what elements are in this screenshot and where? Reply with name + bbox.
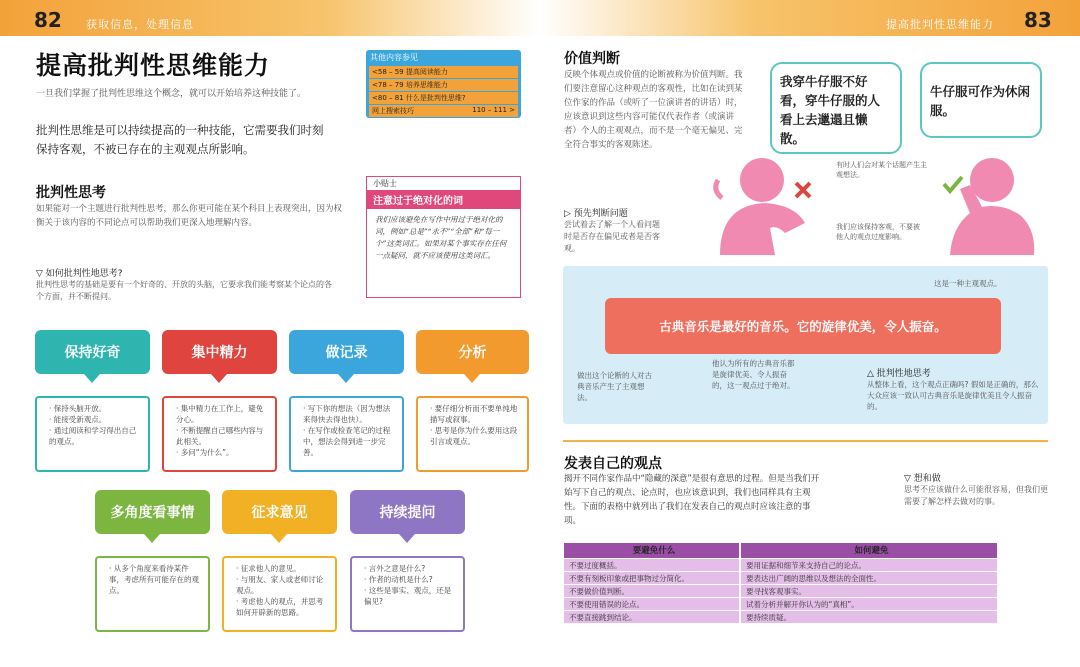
table-cell: 不要有刻板印象或把事物过分简化。	[564, 572, 739, 584]
crossref-item[interactable]: <80 – 81 什么是批判性思维?	[369, 92, 518, 104]
note-objective: 我们应该保持客观，不要被他人的观点过度影响。	[836, 223, 920, 241]
section-divider	[563, 440, 1048, 442]
crossref-footer-pages: 110 – 111 >	[472, 106, 515, 114]
table-cell: 不要使用错误的论点。	[564, 598, 739, 610]
value-heading: 价值判断	[564, 51, 620, 67]
skill-card-advice: · 征求他人的意见。 · 与朋友、家人或老师讨论观点。 · 考虑他人的观点，并思考如何开辟新的思路。	[222, 556, 337, 632]
table-cell: 不要过度概括。	[564, 559, 739, 571]
crossref-item[interactable]: <58 – 59 提高阅读能力	[369, 66, 518, 78]
table-cell: 要表达出广阔的思维以及想法的全面性。	[739, 572, 997, 584]
value-text: 反映个体观点或价值的论断被称为价值判断。我们要注意留心这种观点的客观性，比如在读到某位作家的作品（或听了一位演讲者的讲话）时，应该意识到这些内容可能仅代表作者（或演讲者）个人的主观观点，而不是一个毫无偏见、完全符合事实的客观陈述。	[564, 70, 743, 150]
skill-arrow	[211, 374, 227, 383]
express-heading: 发表自己的观点	[564, 456, 662, 472]
avoid-table	[564, 543, 997, 624]
speech-bubble-right	[920, 62, 1042, 138]
example-statement-box	[605, 298, 1001, 354]
table-header	[564, 543, 997, 559]
table-row	[564, 572, 997, 585]
right-running-head: 提高批判性思维能力	[886, 18, 994, 31]
example-note-mid: 他认为所有的古典音乐都是旋律优美、令人振奋的，这一观点过于绝对。	[712, 359, 795, 390]
table-row	[564, 559, 997, 572]
skill-arrow	[84, 374, 100, 383]
example-ct-heading: △ 批判性地思考	[867, 369, 931, 379]
section-heading: 批判性思考	[36, 185, 106, 201]
tip-text: 我们应该避免在写作中用过于绝对化的词，例如“总是”“永不”“全部”和“每一个”这类词汇。如果对某个事实存在任何一点疑问，就不应该使用这类词汇。	[375, 215, 507, 260]
table-cell: 试着分析并解开你认为的“真相”。	[739, 598, 997, 610]
skill-card-questioning: · 言外之意是什么? · 作者的动机是什么? · 这些是事实、观点，还是偏见?	[350, 556, 465, 632]
skill-card-notes: · 写下你的想法（因为想法来得快去得也快）。 · 在写作或检查笔记的过程中，想法会得到进一步完善。	[289, 396, 404, 472]
right-page-number: 83	[1024, 8, 1052, 32]
skill-arrow	[464, 374, 480, 383]
tip-heading: 注意过于绝对化的词	[367, 190, 520, 209]
table-cell: 要寻找客观事实。	[739, 585, 997, 597]
left-page-number: 82	[34, 8, 62, 32]
table-cell: 要持续质疑。	[739, 611, 997, 623]
table-cell: 要用证据和细节来支持自己的论点。	[739, 559, 997, 571]
speech-bubble-left	[770, 62, 902, 154]
crossref-footer[interactable]	[369, 105, 518, 117]
table-row	[564, 598, 997, 611]
crossref-box	[366, 50, 521, 118]
skill-arrow	[271, 534, 287, 543]
left-running-head: 获取信息，处理信息	[86, 18, 194, 31]
skill-box-focus: 集中精力	[162, 330, 277, 374]
how-text: 批判性思考的基础是要有一个好奇的、开放的头脑，它要求我们能考察某个论点的各个方面，并不断提问。	[36, 280, 332, 301]
skill-arrow	[399, 534, 415, 543]
intro-text: 批判性思维是可以持续提高的一种技能，它需要我们时刻保持客观，不被已存在的主观观点所影响。	[36, 123, 324, 156]
page-title: 提高批判性思维能力	[36, 51, 271, 80]
example-label-top: 这是一种主观观点。	[934, 279, 1002, 288]
skill-box-analyze: 分析	[416, 330, 529, 374]
table-header-col2: 如何避免	[739, 543, 997, 558]
think-text: 思考不应该做什么可能很容易，但我们更需要了解怎样去做对的事。	[904, 485, 1048, 506]
think-heading: ▽ 想和做	[904, 474, 941, 484]
crossref-heading: 其他内容参见	[370, 53, 418, 62]
skill-card-perspectives: · 从多个角度来看待某件事，考虑所有可能存在的观点。	[95, 556, 210, 632]
left-header-bar	[0, 0, 540, 36]
crossref-item[interactable]: <78 – 79 培养思维能力	[369, 79, 518, 91]
prejudge-heading: ▷ 预先判断问题	[564, 209, 628, 219]
tip-box	[366, 176, 521, 298]
skill-box-notes: 做记录	[289, 330, 404, 374]
table-row	[564, 585, 997, 598]
example-statement: 古典音乐是最好的音乐。它的旋律优美，令人振奋。	[659, 319, 947, 334]
intro-small: 一旦我们掌握了批判性思维这个概念，就可以开始培养这种技能了。	[36, 89, 307, 99]
crossref-footer-label: 网上搜索技巧	[372, 107, 414, 115]
cross-icon	[796, 183, 810, 197]
skill-box-advice: 征求意见	[222, 490, 337, 534]
bubble-left-text: 我穿牛仔服不好看，穿牛仔服的人看上去邋遢且懒散。	[780, 74, 881, 146]
right-header-bar	[540, 0, 1080, 36]
table-cell: 不要直接跳到结论。	[564, 611, 739, 623]
express-text: 揭开不同作家作品中“隐藏的深意”是很有意思的过程。但是当我们开始写下自己的观点、论点时，也应该意识到，我们也同样具有主观性。下面的表格中就列出了我们在发表自己的观点时应该注意的事项。	[564, 474, 820, 526]
skill-box-curious: 保持好奇	[35, 330, 150, 374]
skill-box-questioning: 持续提问	[350, 490, 465, 534]
person-right	[950, 158, 1034, 255]
person-left	[716, 158, 805, 255]
check-icon	[944, 177, 962, 191]
bubble-right-text: 牛仔服可作为休闲服。	[930, 84, 1031, 118]
skill-card-focus: · 集中精力在工作上，避免分心。 · 不断提醒自己哪些内容与此相关。 · 多问“为什么”。	[162, 396, 277, 472]
note-subjective: 有时人们会对某个话题产生主观想法。	[836, 161, 927, 179]
skill-arrow	[144, 534, 160, 543]
how-heading: ▽ 如何批判性地思考?	[36, 269, 123, 279]
skill-card-analyze: · 要仔细分析而不要单纯地描写或叙事。 · 思考是你为什么要用这段引言或观点。	[416, 396, 529, 472]
section-text: 如果能对一个主题进行批判性思考，那么你更可能在某个科目上表现突出，因为权衡关于该内容的不同论点可以帮助我们更深入地理解内容。	[36, 204, 343, 228]
table-row	[564, 611, 997, 624]
example-note-left: 做出这个论断的人对古典音乐产生了主观想法。	[577, 371, 652, 402]
tip-label: 小贴士	[373, 179, 397, 188]
table-header-col1: 要避免什么	[564, 543, 739, 558]
skill-box-perspectives: 多角度看事情	[95, 490, 210, 534]
prejudge-text: 尝试着去了解一个人看问题时是否存在偏见或者是否客观。	[564, 220, 660, 253]
skill-arrow	[338, 374, 354, 383]
example-ct-text: 从整体上看，这个观点正确吗? 假如是正确的，那么大众应该一致认可古典音乐是旋律优美且令人振奋的。	[867, 380, 1039, 411]
skill-card-curious: · 保持头脑开放。 · 能接受新观点。 · 通过阅读和学习得出自己的观点。	[35, 396, 150, 472]
table-cell: 不要做价值判断。	[564, 585, 739, 597]
